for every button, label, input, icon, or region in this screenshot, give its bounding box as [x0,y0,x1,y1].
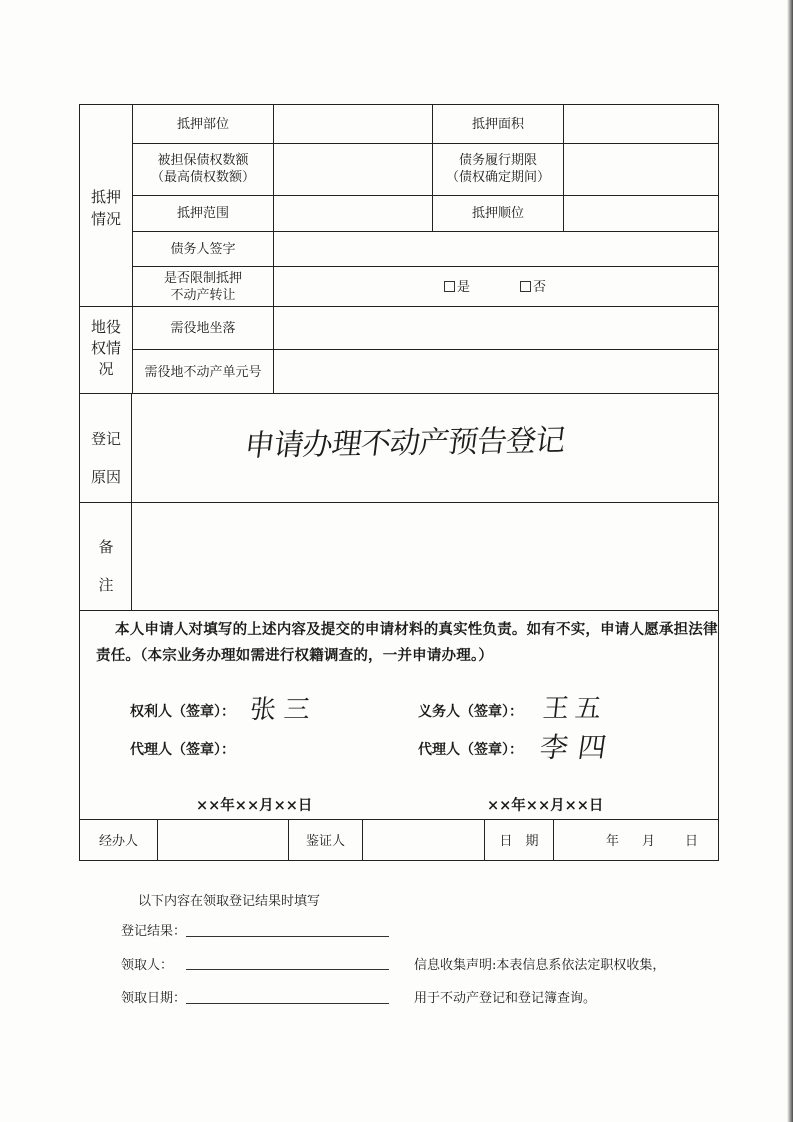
debtor-sign-label: 债务人签字 [170,242,236,257]
easement-location-label: 需役地坐落 [170,321,236,336]
easement-section-label: 地役 权情 况 [90,318,121,378]
result-label: 登记结果： [121,924,187,939]
declaration-text: 本人申请人对填写的上述内容及提交的申请材料的真实性负责。如有不实，申请人愿承担法律责任。（本宗业务办理如需进行权籍调查的，一并申请办理。） [96,621,718,664]
debt-period-label: 债务履行期限 （债权确定期间） [445,153,550,185]
date-left: ××年××月××日 [196,797,313,814]
collect-date-field-line[interactable] [186,1003,389,1004]
page-edge [787,0,793,1122]
checkbox-no[interactable] [520,281,531,292]
verifier-label: 鉴证人 [305,834,345,849]
date-year: 年 [606,834,620,849]
collection-header: 以下内容在领取登记结果时填写 [138,894,321,909]
agent-right-signature: 李四 [537,731,619,764]
remarks-label: 备 注 [98,538,114,594]
debt-amount-label: 被担保债权数额 （最高债权数额） [150,153,255,185]
handler-label: 经办人 [98,834,138,849]
restrict-transfer-label: 是否限制抵押 不动产转让 [163,271,242,303]
easement-unit-no-label: 需役地不动产单元号 [144,365,262,380]
result-field-line[interactable] [186,936,389,937]
mortgage-scope-label: 抵押范围 [176,206,229,221]
obligor-signature: 王五 [541,694,609,724]
receiver-field-line[interactable] [186,969,389,970]
collect-date-label: 领取日期： [121,991,187,1006]
mortgage-section-label: 抵押 情况 [90,188,121,228]
date-right: ××年××月××日 [487,797,604,814]
reason-label: 登记 原因 [90,430,121,486]
date-label: 日 期 [499,834,539,849]
right-holder-label: 权利人（签章）： [130,704,235,720]
right-holder-signature: 张三 [248,695,320,725]
option-yes[interactable]: 是 [444,279,470,296]
receiver-label: 领取人： [121,958,174,973]
agent-right-label: 代理人（签章）： [418,742,523,758]
mortgage-area-label: 抵押面积 [471,117,524,132]
checkbox-yes[interactable] [444,281,455,292]
date-month: 月 [642,834,656,849]
date-day: 日 [685,834,699,849]
privacy-notice-line1: 信息收集声明:本表信息系依法定职权收集， [414,958,666,973]
privacy-notice-line2: 用于不动产登记和登记簿查询。 [414,991,597,1006]
reason-handwritten: 申请办理不动产预告登记 [242,423,567,464]
obligor-label: 义务人（签章）： [418,704,523,720]
mortgage-order-label: 抵押顺位 [471,206,524,221]
agent-left-label: 代理人（签章）： [130,742,235,758]
option-no[interactable]: 否 [520,279,546,296]
mortgage-location-label: 抵押部位 [176,117,229,132]
